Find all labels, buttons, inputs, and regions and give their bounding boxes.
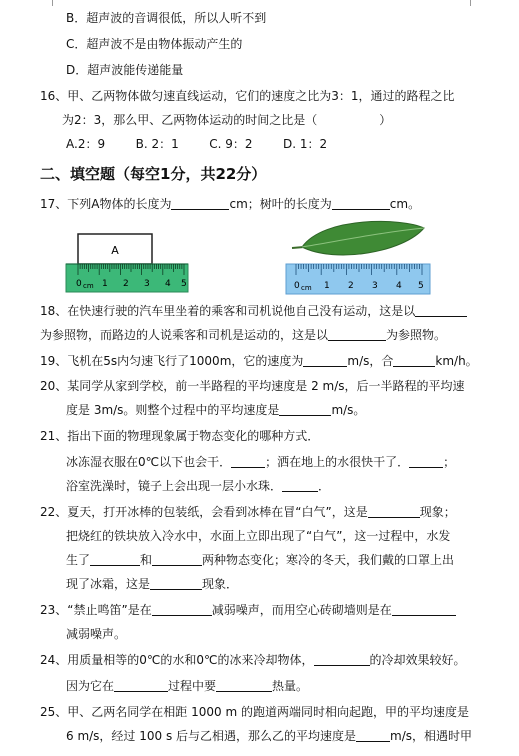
tick-label-1: 1	[324, 281, 330, 291]
q22-text-1: 22、夏天，打开冰棒的包装纸，会看到冰棒在冒“白气”，这是	[40, 505, 368, 519]
answer-blank	[415, 304, 467, 317]
question-25-line1: 25、甲、乙两名同学在相距 1000 m 的跑道两端同时相向起跑，甲的平均速度是	[40, 705, 469, 719]
question-16-text: 为2：3，那么甲、乙两物体运动的时间之比是（	[62, 113, 318, 127]
q22-text-7: 现象．	[202, 577, 239, 591]
ruler-figure-a	[64, 230, 194, 294]
tick-label-2: 2	[123, 279, 129, 289]
answer-blank	[114, 679, 168, 692]
q19-text-3: km/h。	[435, 354, 478, 368]
answer-blank	[231, 455, 265, 468]
tick-label-3: 3	[372, 281, 378, 291]
answer-blank	[279, 403, 331, 416]
q21-text-2: ；洒在地上的水很快干了．	[265, 455, 410, 469]
question-16-close-paren: ）	[379, 113, 392, 127]
q17-text-3: cm。	[389, 197, 421, 211]
answer-blank	[303, 354, 347, 367]
question-16-line2	[62, 112, 391, 128]
page-corner-mark-right	[470, 0, 489, 6]
q21-text-1: 冰冻湿衣服在0℃以下也会干．	[66, 455, 232, 469]
answer-blank	[150, 577, 202, 590]
answer-blank	[356, 729, 390, 742]
question-22-line4	[66, 576, 238, 592]
question-20-line1: 20、某同学从家到学校，前一半路程的平均速度是 2 m/s，后一半路程的平均速	[40, 379, 465, 393]
question-22-line2: 把烧红的铁块放入冷水中，水面上立即出现了“白气”，这一过程中，水发	[66, 529, 451, 543]
q21-text-5: ．	[318, 479, 331, 493]
q22-text-2: 现象；	[419, 505, 456, 519]
tick-label-5: 5	[181, 279, 187, 289]
question-20-line2	[66, 402, 365, 418]
question-25-line2	[66, 728, 472, 744]
answer-blank	[282, 479, 318, 492]
answer-blank	[171, 197, 229, 210]
question-19	[40, 353, 478, 369]
q22-text-5: 两种物态变化；寒冷的冬天，我们戴的口罩上出	[202, 553, 455, 567]
tick-label-4: 4	[396, 281, 402, 291]
question-22-line1	[40, 504, 456, 520]
tick-label-5: 5	[418, 281, 424, 291]
tick-label-4: 4	[165, 279, 171, 289]
leaf	[302, 221, 424, 255]
tick-label-0: 0	[76, 279, 82, 289]
q18-text-3: 为参照物。	[386, 328, 447, 342]
question-21-line3	[66, 478, 330, 494]
answer-blank	[90, 553, 140, 566]
q23-text-2: 减弱噪声，而用空心砖砌墙则是在	[211, 603, 392, 617]
q22-text-3: 生了	[66, 553, 91, 567]
section-2-heading: 二、填空题（每空1分，共22分）	[40, 165, 267, 183]
tick-label-unit: cm	[301, 284, 312, 292]
q19-text-2: m/s，合	[347, 354, 394, 368]
q17-text-2: cm；树叶的长度为	[229, 197, 332, 211]
page-corner-mark-left	[34, 0, 53, 6]
answer-blank	[328, 328, 386, 341]
q24-text-5: 热量。	[272, 679, 309, 693]
q21-text-3: ；	[443, 455, 456, 469]
question-16-options: A.2：9 B. 2：1 C. 9：2 D. 1：2	[66, 137, 328, 151]
answer-blank	[152, 603, 212, 616]
q18-text-1: 18、在快速行驶的汽车里坐着的乘客和司机说他自己没有运动，这是以	[40, 304, 416, 318]
answer-blank	[332, 197, 390, 210]
answer-blank	[368, 505, 420, 518]
option-c: C．超声波不是由物体振动产生的	[66, 37, 243, 51]
q20-text-1: 度是 3m/s。则整个过程中的平均速度是	[66, 403, 280, 417]
question-16-line1: 16、甲、乙两物体做匀速直线运动，它们的速度之比为3：1，通过的路程之比	[40, 89, 455, 103]
question-18-line2	[40, 327, 446, 343]
answer-blank	[314, 653, 370, 666]
q24-text-2: 的冷却效果较好。	[369, 653, 466, 667]
q25-text-1: 6 m/s，经过 100 s 后与乙相遇，那么乙的平均速度是	[66, 729, 357, 743]
object-a-label: A	[111, 244, 119, 257]
question-22-line3	[66, 552, 454, 568]
question-21-line1: 21、指出下面的物理现象属于物态变化的哪种方式．	[40, 429, 320, 443]
q24-text-4: 过程中要	[168, 679, 217, 693]
tick-label-0: 0	[294, 281, 300, 291]
tick-label-2: 2	[348, 281, 354, 291]
q22-text-4: 和	[140, 553, 153, 567]
question-24-line2	[66, 678, 308, 694]
q24-text-1: 24、用质量相等的0℃的水和0℃的冰来冷却物体，	[40, 653, 314, 667]
question-24-line1	[40, 652, 466, 668]
question-23-line2: 减弱噪声。	[66, 627, 127, 641]
answer-blank	[152, 553, 202, 566]
q20-text-2: m/s。	[331, 403, 366, 417]
q25-text-2: m/s，相遇时甲	[390, 729, 473, 743]
answer-blank	[393, 354, 435, 367]
q21-text-4: 浴室洗澡时，镜子上会出现一层小水珠．	[66, 479, 283, 493]
q18-text-2: 为参照物，而路边的人说乘客和司机是运动的，这是以	[40, 328, 329, 342]
option-b: B．超声波的音调很低，所以人听不到	[66, 11, 267, 25]
answer-blank	[392, 603, 456, 616]
q22-text-6: 现了冰霜，这是	[66, 577, 151, 591]
answer-blank	[409, 455, 443, 468]
option-d: D．超声波能传递能量	[66, 63, 184, 77]
question-21-line2	[66, 454, 455, 470]
question-18-line1	[40, 303, 467, 319]
q24-text-3: 因为它在	[66, 679, 115, 693]
question-23-line1	[40, 602, 456, 618]
tick-label-unit: cm	[83, 282, 94, 290]
tick-label-1: 1	[102, 279, 108, 289]
q23-text-1: 23、“禁止鸣笛”是在	[40, 603, 152, 617]
q17-text-1: 17、下列A物体的长度为	[40, 197, 172, 211]
question-17	[40, 196, 420, 212]
ruler-figure-leaf	[284, 214, 434, 296]
answer-blank	[216, 679, 272, 692]
tick-label-3: 3	[144, 279, 150, 289]
q19-text-1: 19、飞机在5s内匀速飞行了1000m，它的速度为	[40, 354, 304, 368]
